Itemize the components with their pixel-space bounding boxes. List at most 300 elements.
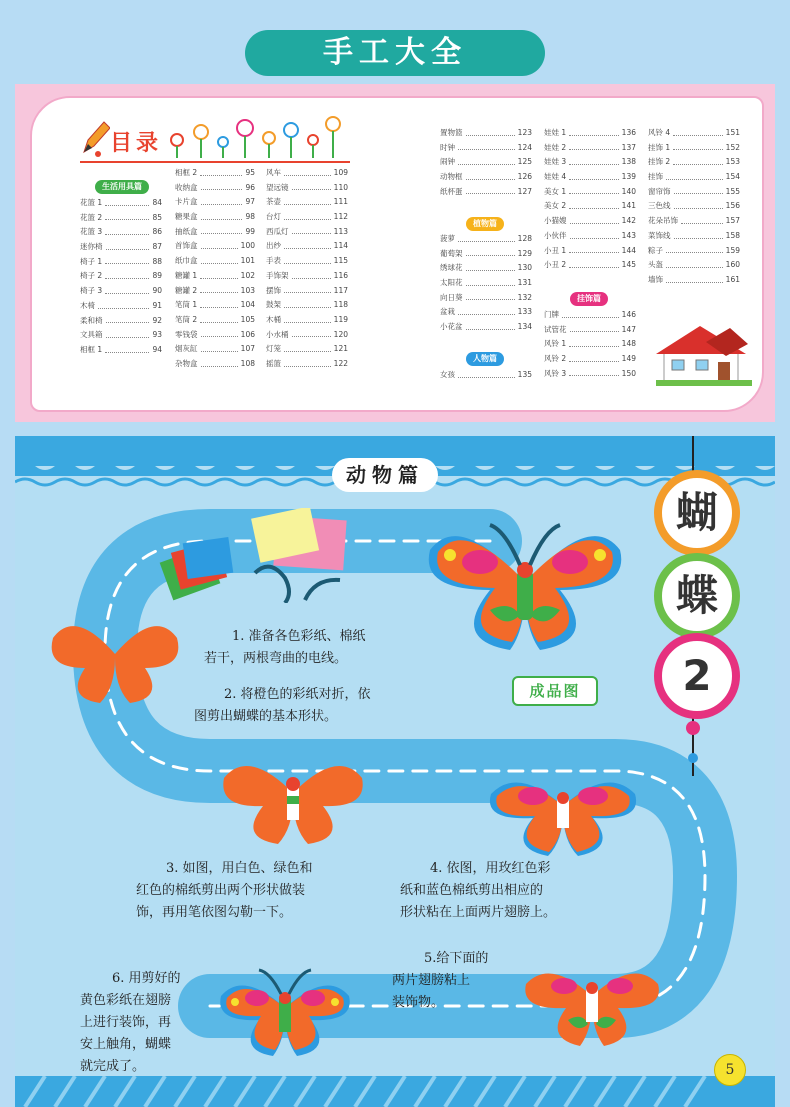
toc-entry (266, 181, 348, 196)
toc-entry (175, 284, 255, 299)
toc-entry-page: 103 (240, 285, 255, 295)
toc-leader-dots (105, 255, 149, 265)
toc-entry (648, 126, 740, 141)
toc-entry-page: 92 (152, 315, 162, 325)
toc-entry-label: 小伙伴 (544, 230, 567, 240)
toc-entry-label: 粽子 (648, 245, 663, 255)
toc-entry-label: 风铃 3 (544, 368, 567, 378)
toc-entry-label: 风铃 4 (648, 128, 671, 137)
toc-entry-label: 美女 2 (544, 201, 567, 211)
step-4-line-1: 4. 依图，用玫红色彩 (430, 861, 551, 876)
toc-entry-label: 娃娃 4 (544, 172, 567, 182)
toc-leader-dots (674, 185, 723, 195)
toc-entry (648, 258, 740, 273)
toc-entry-page: 109 (333, 168, 348, 177)
toc-entry-page: 129 (517, 248, 532, 258)
toc-entry-label: 风车 (266, 168, 281, 177)
toc-leader-dots (458, 155, 515, 165)
flowers-decoration-icon (165, 112, 345, 158)
toc-entry-label: 茶壶 (266, 197, 281, 207)
toc-leader-dots (284, 195, 331, 205)
toc-column-1 (80, 196, 162, 358)
toc-entry-page: 101 (240, 256, 255, 266)
toc-entry-page: 90 (152, 286, 162, 296)
toc-leader-dots (569, 199, 619, 209)
toc-entry-page: 95 (245, 168, 255, 177)
toc-entry-label: 挂饰 2 (648, 157, 671, 167)
toc-leader-dots (284, 313, 331, 323)
toc-entry-label: 柔和椅 (80, 315, 103, 325)
toc-leader-dots (292, 225, 331, 235)
toc-entry-page: 127 (517, 186, 532, 196)
toc-leader-dots (106, 314, 150, 324)
toc-column-6 (648, 126, 740, 288)
toc-leader-dots (673, 155, 723, 165)
toc-leader-dots (681, 214, 723, 224)
step-3-line-2: 红色的棉纸剪出两个形状做装 (136, 883, 306, 898)
toc-entry-page: 140 (621, 186, 636, 196)
toc-leader-dots (666, 273, 723, 283)
toc-entry (648, 185, 740, 200)
toc-leader-dots (570, 323, 619, 333)
toc-entry-label: 试管花 (544, 324, 567, 334)
toc-entry-page: 145 (621, 260, 636, 270)
toc-entry-label: 墙饰 (648, 274, 663, 284)
toc-leader-dots (292, 181, 331, 191)
toc-entry (544, 185, 636, 200)
heading-underline (80, 158, 350, 166)
toc-entry-page: 85 (152, 212, 162, 222)
toc-entry-label: 挂饰 (648, 172, 663, 182)
toc-entry (648, 214, 740, 229)
toc-entry-label: 相框 1 (80, 344, 103, 354)
toc-entry-page: 135 (517, 370, 532, 379)
step-1-line-1: 1. 准备各色彩纸、棉纸 (232, 629, 366, 644)
toc-entry-page: 84 (152, 198, 162, 207)
toc-entry (440, 185, 532, 200)
toc-entry-page: 152 (725, 142, 740, 152)
toc-entry-label: 纸巾盒 (175, 256, 198, 266)
toc-entry-label: 花篮 3 (80, 227, 103, 237)
toc-entry-label: 木桶 (266, 314, 281, 324)
toc-entry (266, 225, 348, 240)
toc-entry-page: 102 (240, 270, 255, 280)
toc-entry (175, 210, 255, 225)
toc-leader-dots (458, 141, 515, 151)
toc-entry-page: 136 (621, 128, 636, 137)
toc-leader-dots (284, 239, 331, 249)
toc-leader-dots (673, 126, 723, 136)
step-6-line-1: 6. 用剪好的 (112, 971, 181, 986)
toc-entry-label: 糖罐 1 (175, 270, 198, 280)
step-1-line-2: 若干，两根弯曲的电线。 (204, 651, 348, 666)
butterfly-step4-icon (483, 766, 643, 860)
toc-entry-label: 女孩 (440, 370, 455, 379)
butterfly-step5-icon (520, 958, 665, 1050)
toc-entry (544, 323, 636, 338)
toc-entry-page: 99 (245, 226, 255, 236)
toc-entry-label: 卡片盒 (175, 197, 198, 207)
toc-entry-label: 椅子 1 (80, 256, 103, 266)
toc-entry (266, 166, 348, 181)
toc-leader-dots (292, 328, 331, 338)
toc-entry-page: 88 (152, 256, 162, 266)
page-number: 5 (714, 1054, 746, 1086)
toc-entry (80, 240, 162, 255)
step-4-line-3: 形状粘在上面两片翅膀上。 (400, 905, 557, 920)
toc-entry-page: 116 (333, 270, 348, 280)
toc-entry (80, 284, 162, 299)
toc-entry-page: 112 (333, 212, 348, 222)
toc-entry (175, 239, 255, 254)
toc-entry-label: 风铃 2 (544, 354, 567, 364)
toc-leader-dots (569, 367, 619, 377)
toc-entry (544, 367, 636, 382)
toc-entry (544, 199, 636, 214)
toc-entry-label: 灯笼 (266, 344, 281, 354)
toc-entry (648, 155, 740, 170)
toc-entry-page: 110 (333, 182, 348, 192)
toc-entry-page: 94 (152, 344, 162, 354)
toc-entry-page: 154 (725, 172, 740, 182)
toc-leader-dots (284, 254, 331, 264)
butterfly-finished-icon (420, 510, 630, 660)
toc-entry (266, 342, 348, 357)
toc-entry (648, 141, 740, 156)
toc-entry (544, 308, 636, 323)
toc-leader-dots (105, 196, 149, 206)
toc-entry-label: 花篮 2 (80, 212, 103, 222)
toc-entry (544, 258, 636, 273)
toc-entry (440, 305, 532, 320)
section-tag-people: 人物篇 (466, 352, 504, 366)
toc-entry (80, 343, 162, 358)
step-3-line-3: 饰，再用笔依图勾勒一下。 (136, 905, 293, 920)
toc-entry (440, 232, 532, 247)
toc-leader-dots (200, 284, 238, 294)
toc-leader-dots (569, 244, 619, 254)
step-6-line-2: 黄色彩纸在翅膀 (80, 993, 172, 1008)
toc-entry (440, 368, 532, 383)
toc-entry-page: 117 (333, 285, 348, 295)
toc-entry-label: 出纱 (266, 241, 281, 251)
toc-entry (266, 357, 348, 372)
toc-entry (544, 352, 636, 367)
toc-entry-label: 花篮 1 (80, 198, 103, 207)
butterfly-step2-icon (45, 598, 185, 710)
toc-entry-label: 木椅 (80, 300, 95, 310)
toc-entry-page: 132 (517, 292, 532, 302)
toc-entry-page: 134 (517, 322, 532, 332)
toc-leader-dots (569, 170, 619, 180)
toc-leader-dots (292, 269, 331, 279)
toc-leader-dots (569, 155, 619, 165)
toc-leader-dots (570, 214, 619, 224)
toc-entry (175, 269, 255, 284)
toc-entry (266, 254, 348, 269)
toc-entry-page: 93 (152, 330, 162, 340)
toc-entry (175, 166, 255, 181)
toc-leader-dots (466, 185, 515, 195)
toc-leader-dots (570, 229, 619, 239)
toc-entry-label: 摇篮 (266, 358, 281, 368)
toc-entry-label: 鼓架 (266, 300, 281, 310)
toc-entry-page: 123 (517, 128, 532, 137)
toc-entry-page: 125 (517, 157, 532, 167)
toc-entry-page: 121 (333, 344, 348, 354)
toc-entry-page: 115 (333, 256, 348, 266)
toc-leader-dots (284, 298, 331, 308)
pencil-icon (78, 118, 110, 158)
toc-entry-page: 137 (621, 142, 636, 152)
toc-entry (80, 328, 162, 343)
toc-heading: 目录 (110, 131, 163, 156)
toc-entry (440, 291, 532, 306)
toc-entry-label: 收纳盒 (175, 182, 198, 192)
toc-entry-page: 120 (333, 329, 348, 339)
toc-entry (80, 211, 162, 226)
toc-entry-page: 118 (333, 300, 348, 310)
toc-entry-page: 113 (333, 226, 348, 236)
toc-entry-label: 台灯 (266, 212, 281, 222)
toc-leader-dots (466, 170, 515, 180)
toc-leader-dots (200, 269, 238, 279)
toc-entry-page: 151 (725, 128, 740, 137)
toc-entry-label: 娃娃 2 (544, 142, 567, 152)
toc-entry-label: 闹钟 (440, 157, 455, 167)
toc-entry-label: 小猫嫂 (544, 216, 567, 226)
toc-column-4c (440, 368, 532, 383)
toc-entry (648, 170, 740, 185)
toc-entry (175, 298, 255, 313)
toc-entry-page: 130 (517, 263, 532, 273)
toc-entry (266, 210, 348, 225)
toc-entry-label: 迷你椅 (80, 242, 103, 252)
step-6-line-4: 安上触角，蝴蝶 (80, 1037, 172, 1052)
toc-entry-page: 147 (621, 324, 636, 334)
toc-entry-label: 太阳花 (440, 278, 463, 288)
toc-entry-page: 155 (725, 186, 740, 196)
toc-entry (544, 244, 636, 259)
toc-entry-label: 椅子 2 (80, 271, 103, 281)
toc-entry-page: 96 (245, 182, 255, 192)
toc-entry (648, 199, 740, 214)
toc-entry-page: 153 (725, 157, 740, 167)
toc-entry-label: 望远镜 (266, 182, 289, 192)
toc-leader-dots (106, 328, 150, 338)
toc-entry-label: 风铃 1 (544, 339, 567, 349)
toc-entry (544, 141, 636, 156)
toc-entry-label: 时钟 (440, 142, 455, 152)
toc-leader-dots (666, 170, 723, 180)
toc-leader-dots (466, 291, 515, 301)
toc-entry-label: 首饰盒 (175, 241, 198, 251)
toc-column-4a (440, 126, 532, 199)
butterfly-step3-icon (218, 748, 368, 848)
toc-column-2 (175, 166, 255, 372)
toc-entry (266, 195, 348, 210)
toc-leader-dots (98, 299, 149, 309)
toc-entry-page: 104 (240, 300, 255, 310)
toc-entry (440, 320, 532, 335)
title-char-1: 蝴 (654, 470, 740, 556)
toc-entry-label: 文具箱 (80, 330, 103, 340)
toc-entry-label: 小水桶 (266, 329, 289, 339)
toc-entry (175, 342, 255, 357)
toc-entry-label: 烟灰缸 (175, 344, 198, 354)
toc-leader-dots (458, 232, 515, 242)
toc-entry (544, 126, 636, 141)
toc-entry-page: 138 (621, 157, 636, 167)
toc-entry (440, 261, 532, 276)
toc-entry (648, 244, 740, 259)
toc-entry-label: 笔筒 1 (175, 300, 198, 310)
toc-entry-page: 91 (152, 300, 162, 310)
toc-entry-label: 门牌 (544, 310, 559, 319)
toc-entry-label: 葡萄架 (440, 248, 463, 258)
toc-entry-label: 挂饰 1 (648, 142, 671, 152)
toc-entry (175, 313, 255, 328)
toc-leader-dots (458, 305, 515, 315)
toc-entry-label: 西瓜灯 (266, 226, 289, 236)
toc-entry-label: 纸杯蛋 (440, 186, 463, 196)
toc-leader-dots (200, 298, 238, 308)
toc-entry-label: 摆饰 (266, 285, 281, 295)
toc-leader-dots (284, 166, 331, 176)
toc-entry-label: 杂物盒 (175, 358, 198, 368)
toc-leader-dots (458, 368, 515, 378)
step-2-line-2: 图剪出蝴蝶的基本形状。 (194, 709, 338, 724)
toc-entry (266, 284, 348, 299)
toc-entry-label: 置物篮 (440, 128, 463, 137)
toc-leader-dots (674, 199, 723, 209)
toc-leader-dots (569, 141, 619, 151)
toc-entry-page: 108 (240, 358, 255, 368)
toc-leader-dots (201, 225, 243, 235)
toc-entry-page: 133 (517, 307, 532, 317)
toc-entry-page: 158 (725, 230, 740, 240)
toc-entry-label: 小花盆 (440, 322, 463, 332)
toc-leader-dots (200, 313, 238, 323)
toc-leader-dots (201, 254, 238, 264)
step-4-line-2: 纸和蓝色棉纸剪出相应的 (400, 883, 544, 898)
toc-entry-label: 菜饰线 (648, 230, 671, 240)
toc-leader-dots (201, 357, 238, 367)
toc-entry (80, 225, 162, 240)
toc-entry-page: 146 (621, 310, 636, 319)
toc-entry (175, 357, 255, 372)
toc-entry-page: 148 (621, 339, 636, 349)
toc-entry (175, 328, 255, 343)
toc-entry-label: 娃娃 1 (544, 128, 567, 137)
title-char-2: 蝶 (654, 553, 740, 639)
toc-entry-page: 124 (517, 142, 532, 152)
toc-entry (648, 273, 740, 288)
toc-entry (80, 299, 162, 314)
toc-entry-label: 动物框 (440, 172, 463, 182)
toc-entry-page: 139 (621, 172, 636, 182)
toc-entry-label: 糖罐 2 (175, 285, 198, 295)
toc-entry (440, 247, 532, 262)
toc-entry (440, 141, 532, 156)
toc-entry (544, 337, 636, 352)
toc-entry-label: 窗帘饰 (648, 186, 671, 196)
toc-entry-label: 绣球花 (440, 263, 463, 273)
toc-entry-page: 144 (621, 245, 636, 255)
toc-entry (175, 254, 255, 269)
toc-leader-dots (466, 320, 515, 330)
toc-leader-dots (201, 181, 243, 191)
toc-leader-dots (284, 284, 331, 294)
toc-entry-label: 三色线 (648, 201, 671, 211)
toc-entry (544, 170, 636, 185)
title-char-3: 2 (654, 633, 740, 719)
toc-leader-dots (105, 225, 149, 235)
toc-leader-dots (201, 239, 238, 249)
toc-entry-label: 手饰架 (266, 270, 289, 280)
toc-entry (80, 269, 162, 284)
toc-leader-dots (105, 211, 149, 221)
step-2-line-1: 2. 将橙色的彩纸对折，依 (224, 687, 371, 702)
toc-entry (440, 126, 532, 141)
toc-leader-dots (284, 357, 331, 367)
toc-entry (544, 214, 636, 229)
toc-leader-dots (105, 343, 149, 353)
toc-entry-page: 87 (152, 242, 162, 252)
toc-leader-dots (569, 258, 619, 268)
section-tag-daily: 生活用具篇 (95, 180, 149, 194)
toc-entry-label: 小丑 2 (544, 260, 567, 270)
toc-entry-label: 零钱袋 (175, 329, 198, 339)
toc-entry-page: 119 (333, 314, 348, 324)
toc-leader-dots (466, 126, 515, 136)
step-5-line-1: 5.给下面的 (424, 951, 489, 966)
toc-entry (266, 239, 348, 254)
toc-column-5b (544, 308, 636, 381)
product-label: 成品图 (512, 676, 598, 706)
toc-entry-label: 花朵吊饰 (648, 216, 678, 226)
toc-entry (266, 298, 348, 313)
toc-entry (266, 313, 348, 328)
toc-leader-dots (201, 210, 243, 220)
toc-entry-label: 盆栽 (440, 307, 455, 317)
toc-entry-page: 149 (621, 354, 636, 364)
toc-entry-label: 抽纸盒 (175, 226, 198, 236)
toc-entry-label: 糖果盒 (175, 212, 198, 222)
toc-entry-label: 美女 1 (544, 186, 567, 196)
toc-column-5a (544, 126, 636, 273)
toc-leader-dots (569, 337, 619, 347)
toc-entry-page: 107 (240, 344, 255, 354)
toc-leader-dots (666, 244, 723, 254)
toc-entry (175, 195, 255, 210)
toc-leader-dots (201, 342, 238, 352)
toc-entry-page: 106 (240, 329, 255, 339)
toc-entry (544, 229, 636, 244)
toc-leader-dots (105, 284, 149, 294)
toc-entry-page: 100 (240, 241, 255, 251)
toc-leader-dots (569, 185, 619, 195)
toc-leader-dots (466, 276, 515, 286)
toc-entry-page: 161 (725, 274, 740, 284)
toc-leader-dots (569, 126, 619, 136)
toc-entry-label: 菠萝 (440, 234, 455, 243)
house-icon (656, 322, 752, 388)
toc-leader-dots (106, 240, 150, 250)
toc-entry-page: 86 (152, 227, 162, 237)
toc-leader-dots (200, 166, 242, 176)
step-6-line-5: 就完成了。 (80, 1059, 146, 1074)
